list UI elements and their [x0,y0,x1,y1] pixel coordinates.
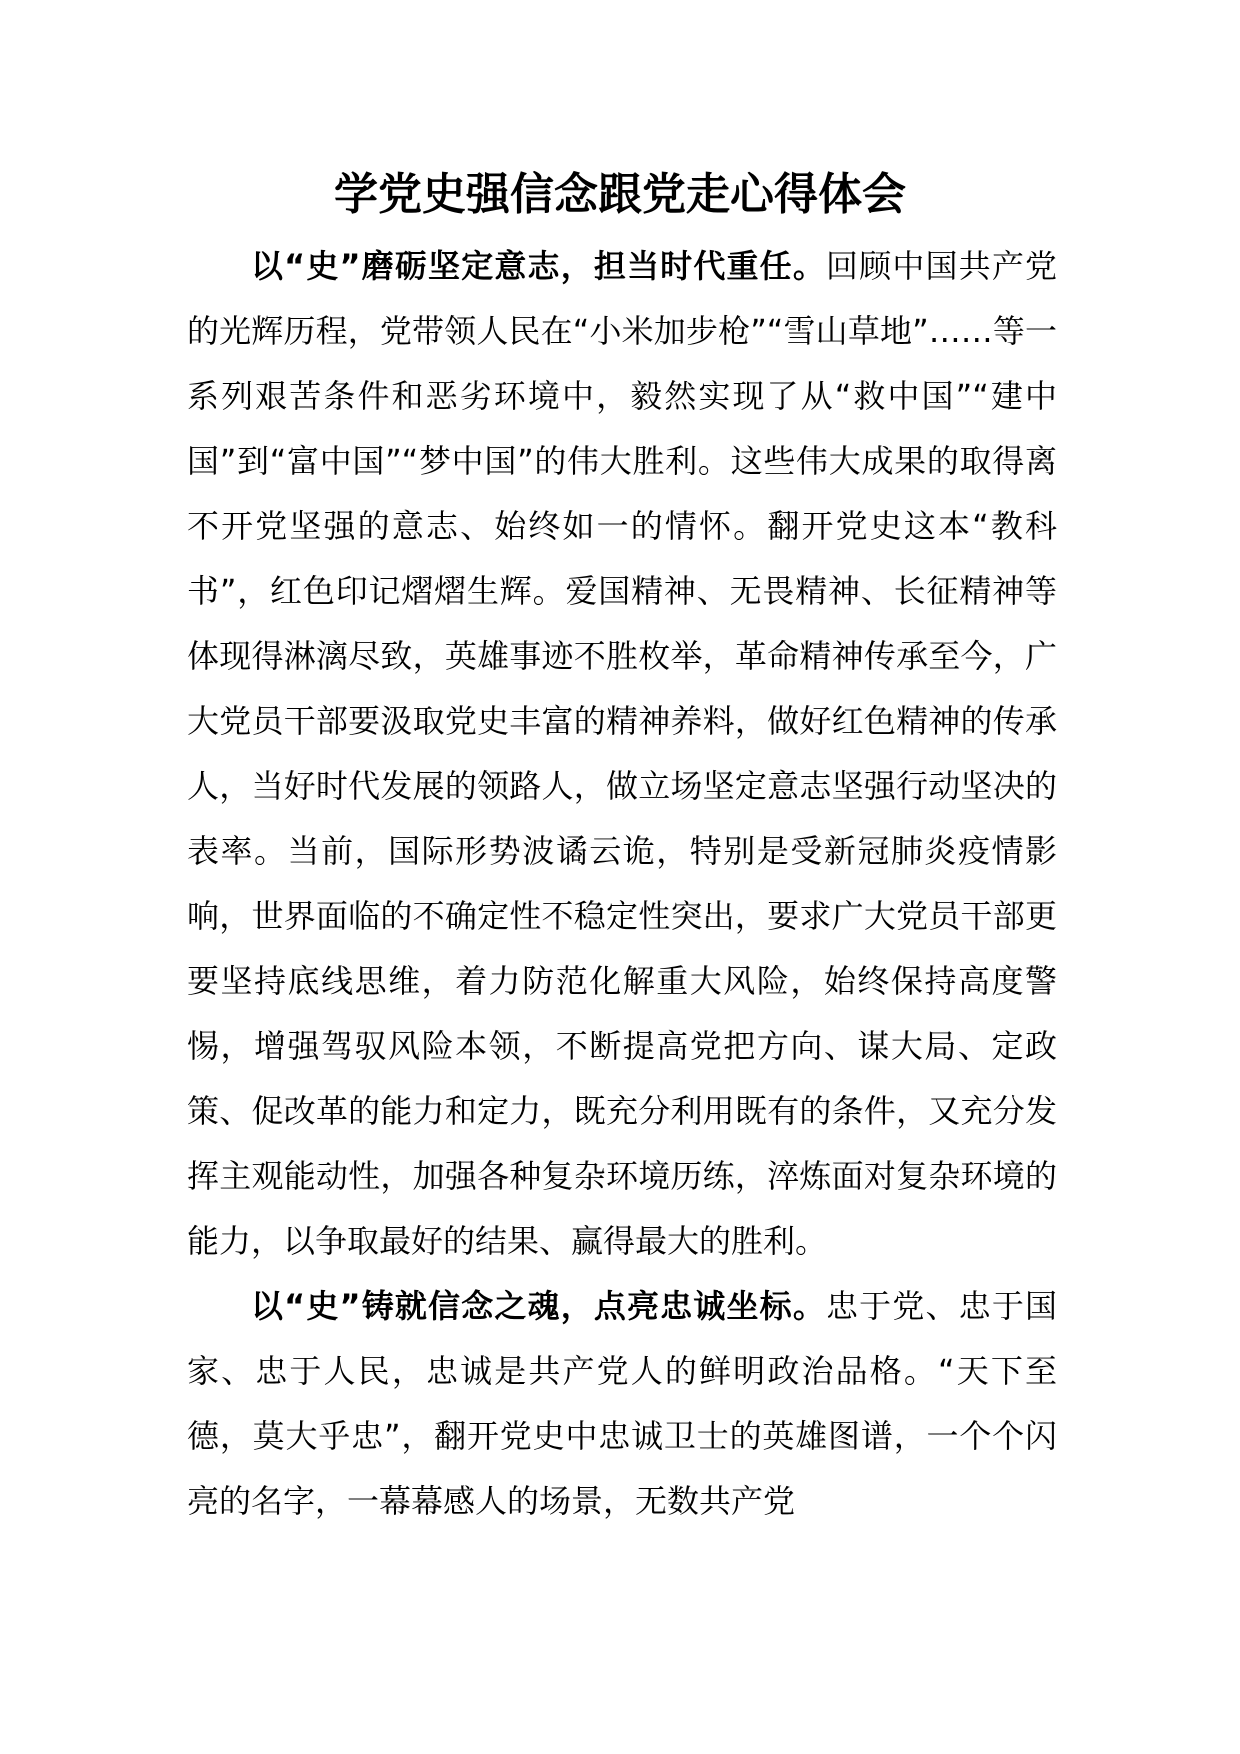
document-body [187,234,1057,1534]
document-title: 学党史强信念跟党走心得体会 [334,169,906,220]
paragraph-2 [187,1274,1057,1534]
paragraph-2-text: 忠于党、忠于国家、忠于人民，忠诚是共产党人的鲜明政治品格。“天下至德，莫大乎忠”，翻开党史中忠诚卫士的英雄图谱，一个个闪亮的名字，一幕幕感人的场景，无数共产党 [187,1287,1057,1520]
paragraph-2-lead: 以“史”铸就信念之魂，点亮忠诚坐标。 [251,1287,826,1325]
paragraph-1-text: 回顾中国共产党的光辉历程，党带领人民在“小米加步枪”“雪山草地”……等一系列艰苦条件和恶劣环境中，毅然实现了从“救中国”“建中国”到“富中国”“梦中国”的伟大胜利。这些伟大成果的取得离不开党坚强的意志、始终如一的情怀。翻开党史这本“教科书”，红色印记熠熠生辉。爱国精神、无畏精神、长征精神等体现得淋漓尽致，英雄事迹不胜枚举，革命精神传承至今，广大党员干部要汲取党史丰富的精神养料，做好红色精神的传承人，当好时代发展的领路人，做立场坚定意志坚强行动坚决的表率。当前，国际形势波谲云诡，特别是受新冠肺炎疫情影响，世界面临的不确定性不稳定性突出，要求广大党员干部更要坚持底线思维，着力防范化解重大风险，始终保持高度警惕，增强驾驭风险本领，不断提高党把方向、谋大局、定政策、促改革的能力和定力，既充分利用既有的条件，又充分发挥主观能动性，加强各种复杂环境历练，淬炼面对复杂环境的能力，以争取最好的结果、赢得最大的胜利。 [187,247,1057,1260]
paragraph-1-lead: 以“史”磨砺坚定意志，担当时代重任。 [251,247,826,285]
paragraph-1 [187,234,1057,1274]
